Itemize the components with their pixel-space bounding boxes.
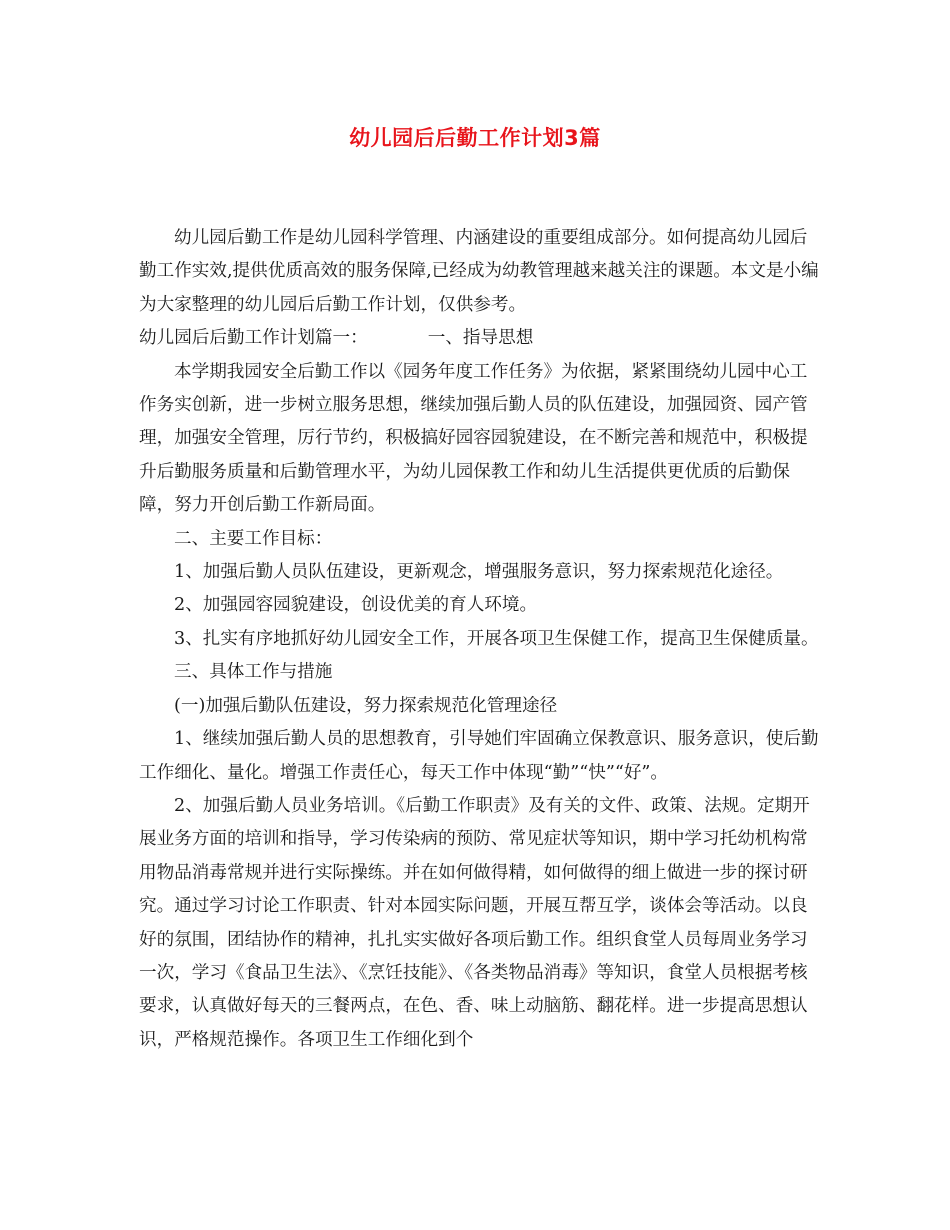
document-title: 幼儿园后后勤工作计划3篇 [349,126,601,150]
section-heading-line [139,322,819,355]
goal-item-1: 1、加强后勤人员队伍建设，更新观念，增强服务意识，努力探索规范化途径。 [174,562,784,583]
goal-item-3: 3、扎实有序地抓好幼儿园安全工作，开展各项卫生保健工作，提高卫生保健质量。 [174,628,819,649]
document-body [139,222,819,1057]
measures-heading: 三、具体工作与措施 [174,662,333,683]
goal-item-2: 2、加强园容园貌建设，创设优美的育人环境。 [174,595,538,616]
measures-subheading-1: (一)加强后勤队伍建设，努力探索规范化管理途径 [174,695,558,716]
plan-part-one-heading: 幼儿园后后勤工作计划篇一： [139,328,368,349]
guiding-thought-heading: 一、指导思想 [427,328,534,349]
guiding-thought-paragraph: 本学期我园安全后勤工作以《园务年度工作任务》为依据，紧紧围绕幼儿园中心工作务实创新，进一步树立服务思想，继续加强后勤人员的队伍建设，加强园资、园产管理，加强安全管理，厉行节约，积极搞好园容园貌建设，在不断完善和规范中，积极提升后勤服务质量和后勤管理水平，为幼儿园保教工作和幼儿生活提供更优质的后勤保障，努力开创后勤工作新局面。 [139,361,808,516]
measure-item-2: 2、加强后勤人员业务培训。《后勤工作职责》及有关的文件、政策、法规。定期开展业务方面的培训和指导，学习传染病的预防、常见症状等知识，期中学习托幼机构常用物品消毒常规并进行实际操练。并在如何做得精，如何做得的细上做进一步的探讨研究。通过学习讨论工作职责、针对本园实际问题，开展互帮互学，谈体会等活动。以良好的氛围，团结协作的精神，扎扎实实做好各项后勤工作。组织食堂人员每周业务学习一次，学习《食品卫生法》、《烹饪技能》、《各类物品消毒》等知识，食堂人员根据考核要求，认真做好每天的三餐两点，在色、香、味上动脑筋、翻花样。进一步提高思想认识，严格规范操作。各项卫生工作细化到个 [139,795,810,1050]
measure-item-1: 1、继续加强后勤人员的思想教育，引导她们牢固确立保教意识、服务意识，使后勤工作细化、量化。增强工作责任心，每天工作中体现“勤”“快”“好”。 [139,729,819,783]
main-goals-heading: 二、主要工作目标： [174,528,333,549]
intro-paragraph: 幼儿园后勤工作是幼儿园科学管理、内涵建设的重要组成部分。如何提高幼儿园后勤工作实效,提供优质高效的服务保障,已经成为幼教管理越来越关注的课题。本文是小编为大家整理的幼儿园后后勤工作计划，仅供参考。 [139,228,819,315]
